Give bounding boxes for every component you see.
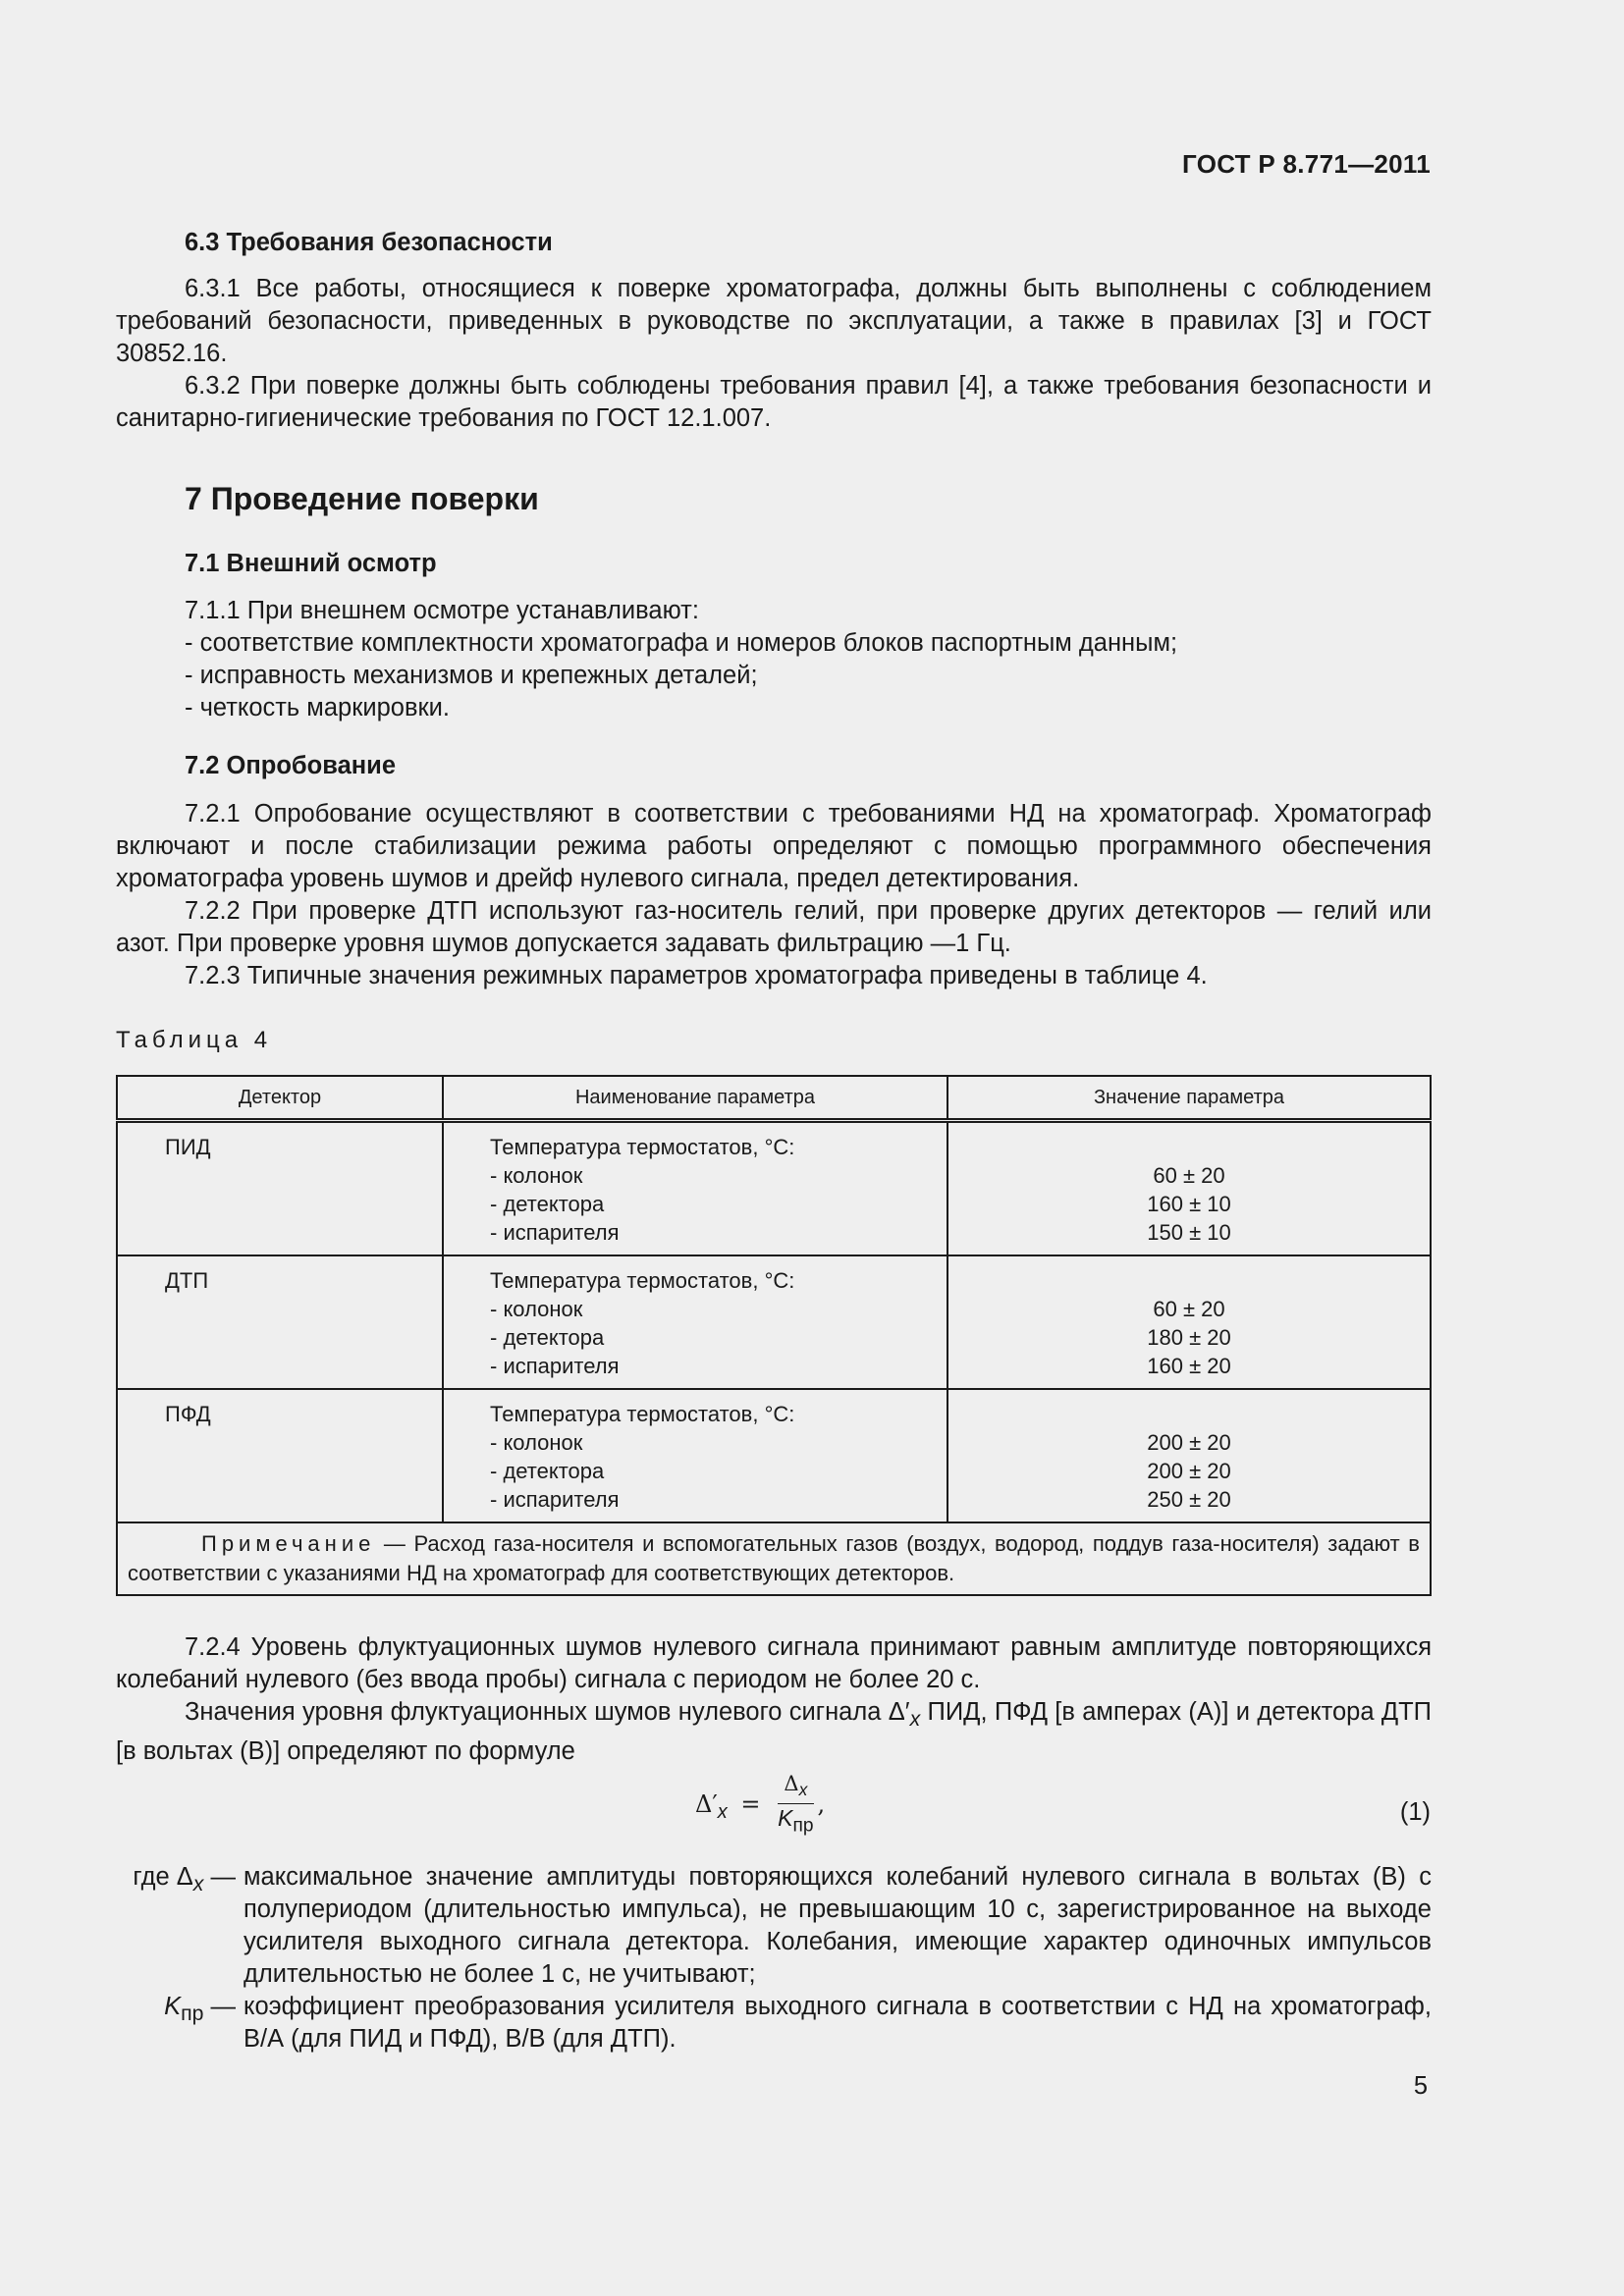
value-cell	[947, 1389, 1431, 1522]
parameter-title: Температура термостатов, °С:	[490, 1135, 795, 1159]
table-row	[117, 1389, 1431, 1522]
value-item: 200 ± 20	[1147, 1459, 1231, 1483]
delta-prime-symbol: Δ′	[888, 1698, 910, 1726]
note-label: Примечание	[201, 1531, 376, 1556]
parameter-item: - испарителя	[490, 1487, 620, 1512]
section-7-1-heading: 7.1 Внешний осмотр	[185, 550, 437, 577]
list-item: - исправность механизмов и крепежных деталей;	[185, 662, 758, 689]
formula-fraction: $\frac{\Delta_x}{K_{пр}}$	[778, 1772, 814, 1837]
section-7-heading: 7 Проведение поверки	[185, 481, 539, 516]
parameter-cell	[443, 1121, 947, 1256]
table-note	[117, 1522, 1431, 1595]
paragraph-7-1-1: 7.1.1 При внешнем осмотре устанавливают:	[185, 597, 699, 624]
table-4-caption: Таблица 4	[116, 1027, 273, 1053]
value-cell	[947, 1121, 1431, 1256]
list-item: - четкость маркировки.	[185, 694, 450, 721]
section-7-2-4-body	[116, 1631, 1432, 1768]
parameter-title: Температура термостатов, °С:	[490, 1402, 795, 1426]
parameter-item: - детектора	[490, 1325, 605, 1350]
page-number: 5	[1413, 2072, 1428, 2100]
parameter-item: - испарителя	[490, 1220, 620, 1245]
value-cell	[947, 1255, 1431, 1389]
section-6-3-body	[116, 273, 1432, 435]
document-header: ГОСТ Р 8.771—2011	[1182, 149, 1431, 179]
table-header-row	[117, 1076, 1431, 1121]
value-item: 200 ± 20	[1147, 1430, 1231, 1455]
table-row	[117, 1255, 1431, 1389]
parameter-title: Температура термостатов, °С:	[490, 1268, 795, 1293]
parameter-item: - испарителя	[490, 1354, 620, 1378]
detector-cell: ДТП	[117, 1255, 443, 1389]
section-7-1-body	[116, 595, 1432, 724]
note-text: — Расход газа-носителя и вспомогательных газов (воздух, водород, поддув газа-носителя) задают в соответствии с указаниями НД на хроматограф для соответствующих детекторов.	[128, 1531, 1420, 1585]
column-header-parameter: Наименование параметра	[443, 1076, 947, 1121]
table-row	[117, 1121, 1431, 1256]
list-item: - соответствие комплектности хроматографа и номеров блоков паспортным данным;	[185, 629, 1178, 657]
paragraph-7-2-4: 7.2.4 Уровень флуктуационных шумов нулевого сигнала принимают равным амплитуде повторяющихся колебаний нулевого (без ввода пробы) сигнала с периодом не более 20 с.	[116, 1633, 1432, 1693]
section-6-3-heading: 6.3 Требования безопасности	[185, 229, 553, 256]
formula-legend	[116, 1861, 1432, 2056]
column-header-detector: Детектор	[117, 1076, 443, 1121]
parameter-cell	[443, 1255, 947, 1389]
value-item: 160 ± 20	[1147, 1354, 1231, 1378]
value-item: 180 ± 20	[1147, 1325, 1231, 1350]
section-7-2-body	[116, 798, 1432, 992]
section-7-2-heading: 7.2 Опробование	[185, 752, 397, 779]
column-header-value: Значение параметра	[947, 1076, 1431, 1121]
value-item: 160 ± 10	[1147, 1192, 1231, 1216]
legend-item: где $\Delta_x$ — максимальное значение амплитуды повторяющихся колебаний нулевого сигнала в вольтах (В) с полупериодом (длительностью импульса), не превышающим 10 с, зарегистрированное на выходе усилителя выходного сигнала детектора. Колебания, имеющие характер одиночных импульсов длительностью не более 1 с, не учитывают;	[133, 1863, 1432, 1988]
paragraph-6-3-1: 6.3.1 Все работы, относящиеся к поверке хроматографа, должны быть выполнены с соблюдением требований безопасности, приведенных в руководстве по эксплуатации, а также в правилах [3] и ГОСТ 30852.16.	[116, 275, 1432, 367]
parameter-cell	[443, 1389, 947, 1522]
paragraph-6-3-2: 6.3.2 При поверке должны быть соблюдены требования правил [4], а также требования безопасности и санитарно-гигиенические требования по ГОСТ 12.1.007.	[116, 372, 1432, 432]
table-note-row	[117, 1522, 1431, 1595]
value-item: 150 ± 10	[1147, 1220, 1231, 1245]
paragraph-7-2-2: 7.2.2 При проверке ДТП используют газ-носитель гелий, при проверке других детекторов — гелий или азот. При проверке уровня шумов допускается задавать фильтрацию —1 Гц.	[116, 897, 1432, 957]
parameter-item: - колонок	[490, 1430, 583, 1455]
value-item: 250 ± 20	[1147, 1487, 1231, 1512]
parameter-item: - детектора	[490, 1192, 605, 1216]
parameter-item: - колонок	[490, 1297, 583, 1321]
paragraph-7-2-1: 7.2.1 Опробование осуществляют в соответствии с требованиями НД на хроматограф. Хроматограф включают и после стабилизации режима работы определяют с помощью программного обеспечения хроматографа уровень шумов и дрейф нулевого сигнала, предел детектирования.	[116, 800, 1432, 892]
paragraph-formula-intro: Значения уровня флуктуационных шумов нулевого сигнала $\Delta'_x$ ПИД, ПФД [в амперах (А)] и детектора ДТП [в вольтах (В)] определяют по формуле	[116, 1698, 1432, 1766]
formula-1: $\Delta'_x$ = $\frac{\Delta_x}{K_{пр}}$ ,	[695, 1771, 825, 1841]
value-item: 60 ± 20	[1153, 1297, 1225, 1321]
parameter-item: - колонок	[490, 1163, 583, 1188]
parameter-item: - детектора	[490, 1459, 605, 1483]
formula-number: (1)	[1399, 1798, 1431, 1826]
value-item: 60 ± 20	[1153, 1163, 1225, 1188]
table-4	[116, 1075, 1432, 1596]
detector-cell: ПФД	[117, 1389, 443, 1522]
detector-cell: ПИД	[117, 1121, 443, 1256]
paragraph-7-2-3: 7.2.3 Типичные значения режимных параметров хроматографа приведены в таблице 4.	[185, 962, 1208, 989]
legend-item: $K_{пр}$ — коэффициент преобразования усилителя выходного сигнала в соответствии с НД на хроматограф, В/А (для ПИД и ПФД), В/В (для ДТП).	[164, 1993, 1432, 2053]
